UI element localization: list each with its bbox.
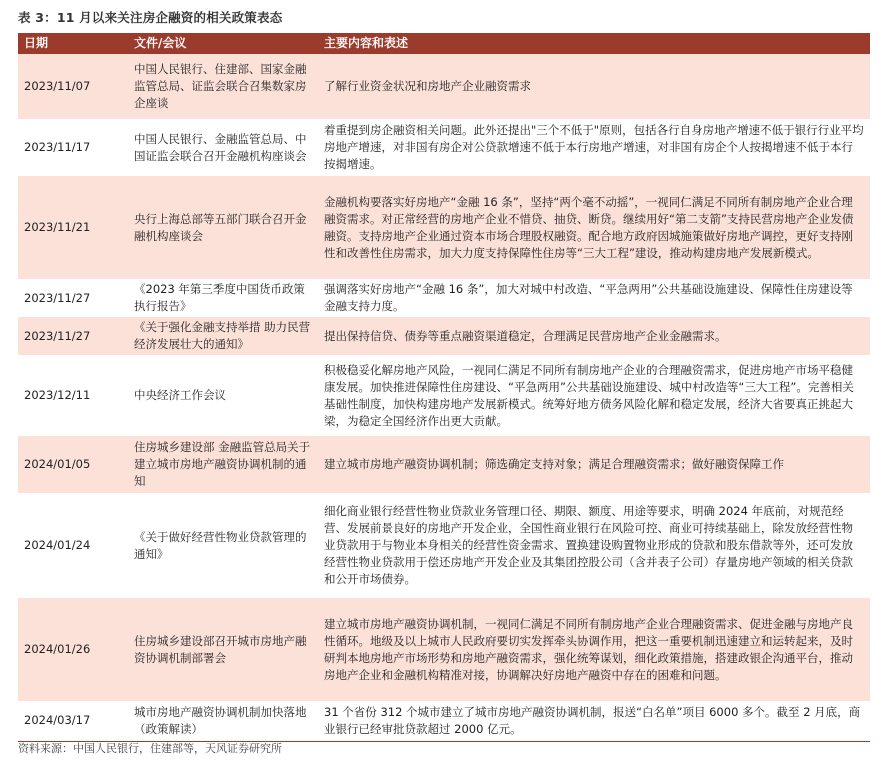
row-date: 2023/11/27	[18, 279, 128, 317]
header-document: 文件/会议	[128, 33, 318, 54]
row-document: 《关于强化金融支持举措 助力民营经济发展壮大的通知》	[128, 317, 318, 355]
row-content: 了解行业资金状况和房地产企业融资需求	[318, 54, 870, 119]
row-document: 中央经济工作会议	[128, 355, 318, 436]
row-content: 着重提到房企融资相关问题。此外还提出"三个不低于"原则，包括各行自身房地产增速不低于银行行业平均房地产增速，对非国有房企对公贷款增速不低于本行房地产增速，对非国有房企个人按揭增速不低于本行按揭增速。	[318, 119, 870, 176]
table-row	[18, 701, 870, 741]
row-date: 2023/11/27	[18, 317, 128, 355]
table-caption: 表 3：11 月以来关注房企融资的相关政策表态	[18, 10, 283, 25]
row-content: 积极稳妥化解房地产风险，一视同仁满足不同所有制房地产企业的合理融资需求，促进房地产市场平稳健康发展。加快推进保障性住房建设、“平急两用”公共基础设施建设、城中村改造等“三大工程”。完善相关基础性制度，加快构建房地产发展新模式。统筹好地方债务风险化解和稳定发展，经济大省要真正挑起大梁，为稳定全国经济作出更大贡献。	[318, 355, 870, 436]
row-date: 2023/11/21	[18, 176, 128, 279]
row-date: 2023/12/11	[18, 355, 128, 436]
row-document: 中国人民银行、住建部、国家金融监管总局、证监会联合召集数家房企座谈	[128, 54, 318, 119]
source-note: 资料来源：中国人民银行，住建部等，天风证券研究所	[18, 742, 282, 755]
header-date: 日期	[18, 33, 128, 54]
row-content: 金融机构要落实好房地产“金融 16 条”，坚持“两个毫不动摇”，一视同仁满足不同所有制房地产企业合理融资需求。对正常经营的房地产企业不惜贷、抽贷、断贷。继续用好“第二支箭”支持民营房地产企业发债融资。支持房地产企业通过资本市场合理股权融资。配合地方政府因城施策做好房地产调控，更好支持刚性和改善性住房需求，加大力度支持保障性住房等“三大工程”建设，推动构建房地产发展新模式。	[318, 176, 870, 279]
row-document: 《关于做好经营性物业贷款管理的通知》	[128, 493, 318, 598]
row-document: 住房城乡建设部 金融监管总局关于建立城市房地产融资协调机制的通知	[128, 436, 318, 493]
table-row	[18, 598, 870, 701]
row-content: 提出保持信贷、债券等重点融资渠道稳定，合理满足民营房地产企业金融需求。	[318, 317, 870, 355]
row-date: 2024/01/24	[18, 493, 128, 598]
table-row	[18, 54, 870, 119]
row-content: 建立城市房地产融资协调机制；筛选确定支持对象；满足合理融资需求；做好融资保障工作	[318, 436, 870, 493]
row-document: 央行上海总部等五部门联合召开金融机构座谈会	[128, 176, 318, 279]
row-document: 中国人民银行、金融监管总局、中国证监会联合召开金融机构座谈会	[128, 119, 318, 176]
row-content: 强调落实好房地产“金融 16 条”，加大对城中村改造、“平急两用”公共基础设施建设、保障性住房建设等金融支持力度。	[318, 279, 870, 317]
row-date: 2024/01/26	[18, 598, 128, 701]
row-date: 2023/11/17	[18, 119, 128, 176]
row-date: 2024/01/05	[18, 436, 128, 493]
table-row	[18, 355, 870, 436]
row-content: 31 个省份 312 个城市建立了城市房地产融资协调机制，报送“白名单”项目 6000 多个。截至 2 月底，商业银行已经审批贷款超过 2000 亿元。	[318, 701, 870, 741]
row-content: 细化商业银行经营性物业贷款业务管理口径、期限、额度、用途等要求，明确 2024 年底前，对规范经营、发展前景良好的房地产开发企业，全国性商业银行在风险可控、商业可持续基础上，除发放经营性物业贷款用于与物业本身相关的经营性资金需求、置换建设购置物业形成的贷款和股东借款等外，还可发放经营性物业贷款用于偿还房地产开发企业及其集团控股公司（含并表子公司）存量房地产领域的相关贷款和公开市场债券。	[318, 493, 870, 598]
policy-table	[18, 33, 870, 742]
table-row	[18, 493, 870, 598]
table-header-row	[18, 33, 870, 54]
row-document: 住房城乡建设部召开城市房地产融资协调机制部署会	[128, 598, 318, 701]
table-row	[18, 176, 870, 279]
row-date: 2024/03/17	[18, 701, 128, 741]
table-row	[18, 317, 870, 355]
row-date: 2023/11/07	[18, 54, 128, 119]
header-content: 主要内容和表述	[318, 33, 870, 54]
table-row	[18, 436, 870, 493]
row-document: 城市房地产融资协调机制加快落地（政策解读）	[128, 701, 318, 741]
row-content: 建立城市房地产融资协调机制，一视同仁满足不同所有制房地产企业合理融资需求、促进金融与房地产良性循环。地级及以上城市人民政府要切实发挥牵头协调作用，把这一重要机制迅速建立和运转起来，及时研判本地房地产市场形势和房地产融资需求，强化统筹谋划，细化政策措施，搭建政银企沟通平台，推动房地产企业和金融机构精准对接，协调解决好房地产融资中存在的困难和问题。	[318, 598, 870, 701]
table-row	[18, 279, 870, 317]
table-row	[18, 119, 870, 176]
row-document: 《2023 年第三季度中国货币政策执行报告》	[128, 279, 318, 317]
